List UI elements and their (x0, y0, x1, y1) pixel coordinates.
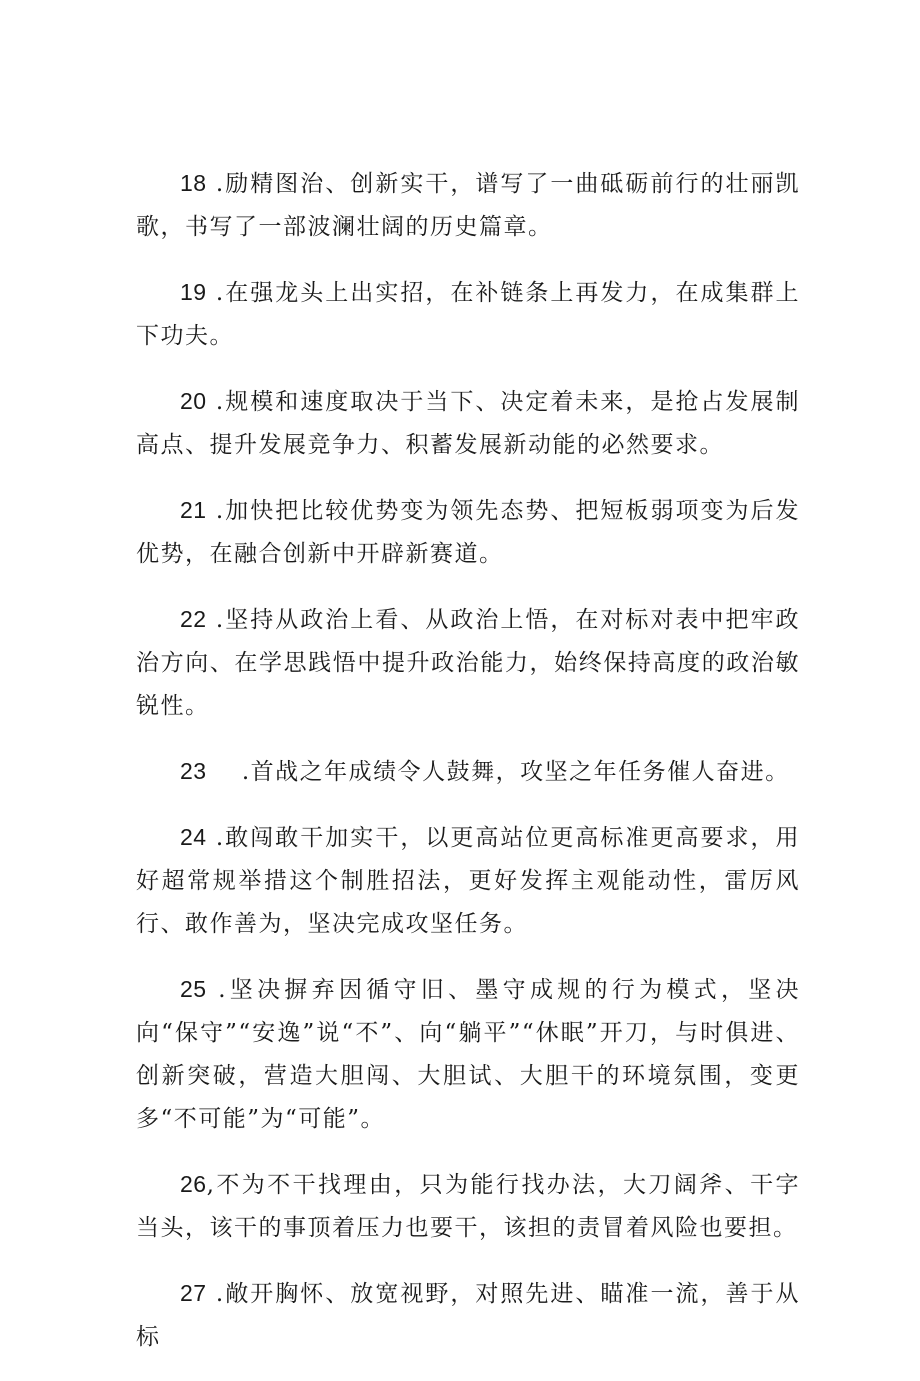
list-item-25 (136, 968, 800, 1141)
list-item-27 (136, 1272, 800, 1359)
list-item-22 (136, 598, 800, 728)
item-separator: . (206, 171, 225, 197)
item-separator: . (206, 498, 225, 524)
item-separator: . (206, 1281, 225, 1307)
item-number: 19 (180, 279, 207, 305)
item-number: 25 (180, 976, 207, 1002)
item-separator: . (206, 977, 228, 1003)
list-item-20 (136, 380, 800, 467)
list-item-19 (136, 271, 800, 358)
item-number: 22 (180, 606, 207, 632)
item-separator: . (206, 607, 225, 633)
item-number: 24 (180, 824, 207, 850)
item-separator: . (206, 389, 225, 415)
item-text: 坚持从政治上看、从政治上悟，在对标对表中把牢政治方向、在学思践悟中提升政治能力，始终保持高度的政治敏锐性。 (136, 607, 801, 719)
list-item-24 (136, 816, 800, 946)
item-text: 不为不干找理由，只为能行找办法，大刀阔斧、干字当头，该干的事顶着压力也要干，该担的责冒着风险也要担。 (136, 1172, 800, 1241)
document-body (136, 162, 800, 1381)
item-separator: . (206, 825, 225, 851)
item-text: 首战之年成绩令人鼓舞，攻坚之年任务催人奋进。 (250, 759, 790, 785)
item-separator: . (206, 280, 225, 306)
item-text: 敢闯敢干加实干，以更高站位更高标准更高要求，用好超常规举措这个制胜招法，更好发挥主观能动性，雷厉风行、敢作善为，坚决完成攻坚任务。 (136, 825, 801, 937)
item-number: 18 (180, 170, 207, 196)
item-separator: , (206, 1172, 216, 1198)
item-text: 坚决摒弃因循守旧、墨守成规的行为模式，坚决向“保守”“安逸”说“不”、向“躺平”“休眠”开刀，与时俱进、创新突破，营造大胆闯、大胆试、大胆干的环境氛围，变更多“不可能”为“可能”。 (136, 977, 801, 1132)
item-text: 敞开胸怀、放宽视野，对照先进、瞄准一流，善于从标 (136, 1281, 801, 1350)
item-number: 21 (180, 497, 207, 523)
item-text: 规模和速度取决于当下、决定着未来，是抢占发展制高点、提升发展竞争力、积蓄发展新动能的必然要求。 (136, 389, 801, 458)
item-text: 加快把比较优势变为领先态势、把短板弱项变为后发优势，在融合创新中开辟新赛道。 (136, 498, 801, 567)
list-item-21 (136, 489, 800, 576)
item-separator: . (206, 759, 251, 785)
item-number: 26 (180, 1171, 207, 1197)
list-item-26 (136, 1163, 800, 1250)
list-item-23 (136, 750, 800, 794)
item-number: 23 (180, 758, 207, 784)
list-item-18 (136, 162, 800, 249)
item-text: 励精图治、创新实干，谱写了一曲砥砺前行的壮丽凯歌，书写了一部波澜壮阔的历史篇章。 (136, 171, 801, 240)
item-number: 20 (180, 388, 207, 414)
item-text: 在强龙头上出实招，在补链条上再发力，在成集群上下功夫。 (136, 280, 801, 349)
item-number: 27 (180, 1280, 207, 1306)
